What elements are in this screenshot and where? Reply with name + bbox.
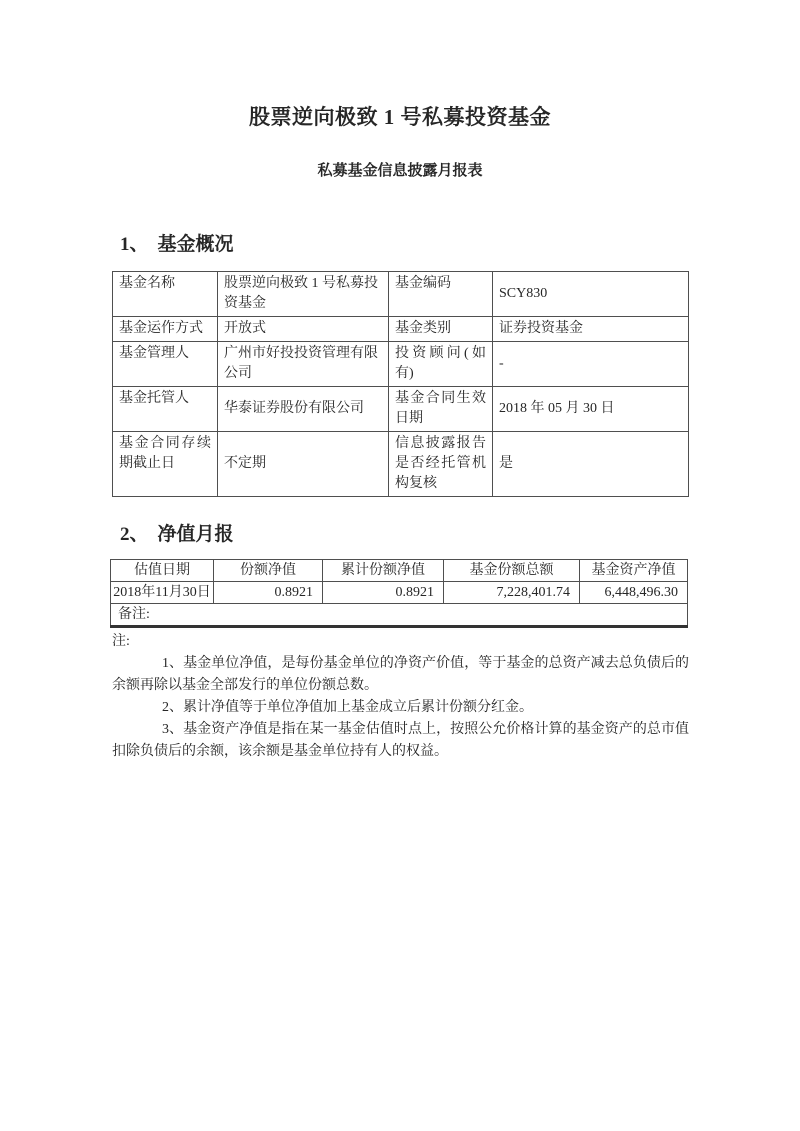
contract-expiry-label: 基金合同存续期截止日: [113, 432, 218, 497]
fund-overview-table: [112, 271, 689, 497]
document-title: 股票逆向极致 1 号私募投资基金: [249, 105, 551, 129]
total-shares-header: 基金份额总额: [444, 560, 580, 582]
valuation-date-value: 2018年11月30日: [111, 582, 214, 604]
section1-title: 基金概况: [157, 234, 234, 255]
net-assets-value: 6,448,496.30: [580, 582, 688, 604]
fund-name-label: 基金名称: [113, 272, 218, 317]
table-row: [113, 342, 689, 387]
investment-advisor-value: -: [493, 342, 689, 387]
nav-monthly-table: [110, 559, 688, 628]
remark-label: 备注:: [111, 604, 688, 627]
contract-effective-date-value: 2018 年 05 月 30 日: [493, 387, 689, 432]
fund-code-label: 基金编码: [389, 272, 493, 317]
table-row: [113, 317, 689, 342]
net-assets-header: 基金资产净值: [580, 560, 688, 582]
fund-type-value: 证券投资基金: [493, 317, 689, 342]
custodian-review-label: 信息披露报告是否经托管机构复核: [389, 432, 493, 497]
unit-nav-value: 0.8921: [214, 582, 323, 604]
section2-title: 净值月报: [157, 524, 234, 545]
cumulative-nav-header: 累计份额净值: [323, 560, 444, 582]
notes-label: 注:: [112, 634, 130, 649]
cumulative-nav-value: 0.8921: [323, 582, 444, 604]
remark-row: [111, 604, 688, 627]
total-shares-value: 7,228,401.74: [444, 582, 580, 604]
note-item-2: 2、累计净值等于单位净值加上基金成立后累计份额分红金。: [162, 700, 533, 715]
note-item-1: 1、基金单位净值，是每份基金单位的净资产价值，等于基金的总资产减去总负债后的余额再除以基金全部发行的单位份额总数。: [112, 656, 689, 693]
custodian-review-value: 是: [493, 432, 689, 497]
operation-mode-label: 基金运作方式: [113, 317, 218, 342]
valuation-date-header: 估值日期: [111, 560, 214, 582]
fund-manager-label: 基金管理人: [113, 342, 218, 387]
notes-section: [112, 631, 689, 763]
table-row: [111, 582, 688, 604]
fund-code-value: SCY830: [493, 272, 689, 317]
fund-type-label: 基金类别: [389, 317, 493, 342]
custodian-label: 基金托管人: [113, 387, 218, 432]
section1-number: 1、: [120, 234, 149, 255]
section1-heading: [120, 229, 234, 256]
table-row: [113, 272, 689, 317]
section2-heading: [120, 519, 234, 546]
section2-number: 2、: [120, 524, 149, 545]
table-row: [113, 432, 689, 497]
operation-mode-value: 开放式: [218, 317, 389, 342]
fund-manager-value: 广州市好投投资管理有限公司: [218, 342, 389, 387]
unit-nav-header: 份额净值: [214, 560, 323, 582]
note-item-3: 3、基金资产净值是指在某一基金估值时点上，按照公允价格计算的基金资产的总市值扣除负债后的余额，该余额是基金单位持有人的权益。: [112, 722, 689, 759]
table-header-row: [111, 560, 688, 582]
fund-name-value: 股票逆向极致 1 号私募投资基金: [218, 272, 389, 317]
investment-advisor-label: 投资顾问(如有): [389, 342, 493, 387]
contract-effective-date-label: 基金合同生效日期: [389, 387, 493, 432]
document-subtitle: 私募基金信息披露月报表: [317, 163, 483, 179]
contract-expiry-value: 不定期: [218, 432, 389, 497]
table-row: [113, 387, 689, 432]
custodian-value: 华泰证券股份有限公司: [218, 387, 389, 432]
